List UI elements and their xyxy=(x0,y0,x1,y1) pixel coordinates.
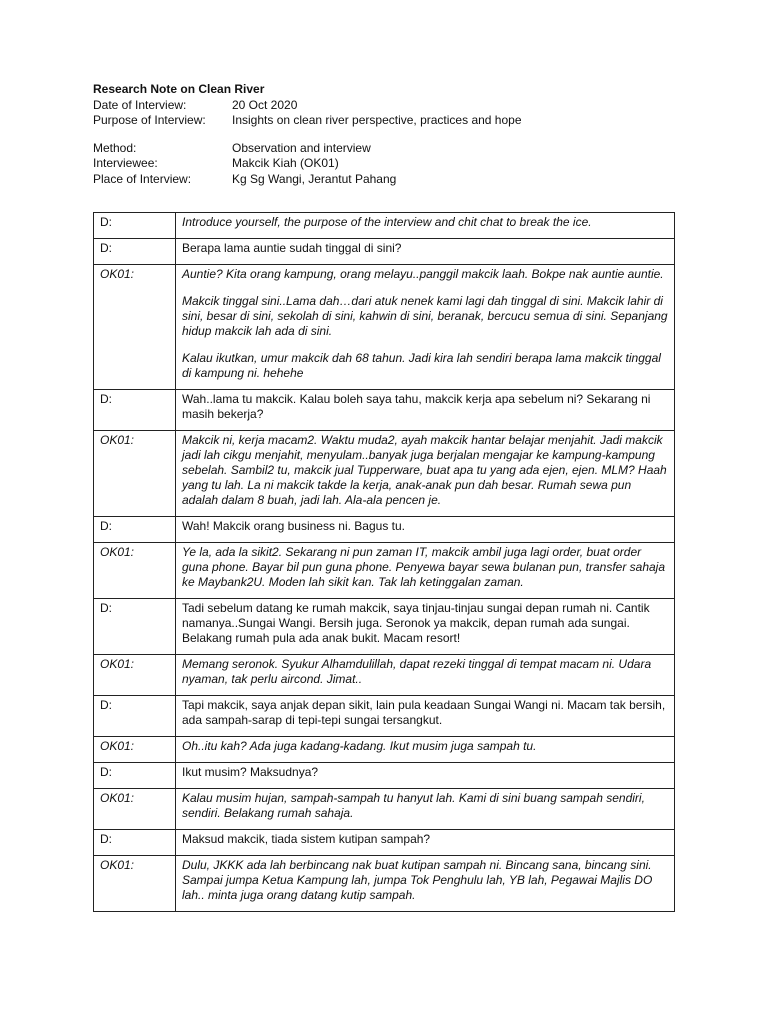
meta-label: Date of Interview: xyxy=(93,97,187,112)
transcript-table xyxy=(93,212,675,912)
utterance-paragraph: Wah..lama tu makcik. Kalau boleh saya tahu, makcik kerja apa sebelum ni? Sekarang ni masih bekerja? xyxy=(182,392,651,421)
meta-spacer xyxy=(93,129,693,141)
document-header xyxy=(93,82,693,187)
utterance-paragraph: Ikut musim? Maksudnya? xyxy=(182,765,319,779)
speaker-cell: OK01: xyxy=(94,655,176,696)
utterance-paragraph: Tadi sebelum datang ke rumah makcik, saya tinjau-tinjau sungai depan rumah ni. Cantik namanya..Sungai Wangi. Bersih juga. Seronok ya makcik, depan rumah ada sungai. Belakang rumah pula ada anak bukit. Macam resort! xyxy=(182,601,650,645)
meta-row xyxy=(93,141,693,157)
utterance-paragraph: Introduce yourself, the purpose of the interview and chit chat to break the ice. xyxy=(182,215,592,229)
table-row xyxy=(94,789,675,830)
meta-value: Observation and interview xyxy=(232,140,371,155)
table-row xyxy=(94,856,675,912)
speaker-cell: D: xyxy=(94,599,176,655)
speaker-cell: D: xyxy=(94,239,176,265)
table-row xyxy=(94,265,675,390)
speaker-cell: OK01: xyxy=(94,265,176,390)
utterance-paragraph: Memang seronok. Syukur Alhamdulillah, dapat rezeki tinggal di tempat macam ni. Udara nyaman, tak perlu aircond. Jimat.. xyxy=(182,657,652,686)
speaker-cell: D: xyxy=(94,390,176,431)
table-row xyxy=(94,517,675,543)
meta-value: Makcik Kiah (OK01) xyxy=(232,156,339,170)
utterance-cell xyxy=(176,856,675,912)
table-row xyxy=(94,543,675,599)
speaker-cell: D: xyxy=(94,517,176,543)
utterance-paragraph: Ye la, ada la sikit2. Sekarang ni pun zaman IT, makcik ambil juga lagi order, buat order guna phone. Bayar bil pun guna phone. Penyewa bayar sewa bulanan pun, transfer sahaja ke Maybank2U. Moden lah sikit kan. Tak lah ketinggalan zaman. xyxy=(182,545,666,589)
speaker-cell: D: xyxy=(94,696,176,737)
speaker-cell: OK01: xyxy=(94,431,176,517)
meta-label: Method: xyxy=(93,140,137,155)
meta-row xyxy=(93,156,693,172)
meta-label: Purpose of Interview: xyxy=(93,113,206,127)
utterance-cell xyxy=(176,763,675,789)
utterance-cell xyxy=(176,265,675,390)
speaker-cell: OK01: xyxy=(94,543,176,599)
table-row xyxy=(94,655,675,696)
table-row xyxy=(94,431,675,517)
meta-row xyxy=(93,98,693,114)
utterance-cell xyxy=(176,431,675,517)
meta-value: Insights on clean river perspective, practices and hope xyxy=(232,113,522,127)
utterance-cell xyxy=(176,543,675,599)
utterance-cell xyxy=(176,239,675,265)
table-row xyxy=(94,763,675,789)
interview-meta-bottom xyxy=(93,141,693,188)
speaker-cell: OK01: xyxy=(94,789,176,830)
meta-row xyxy=(93,172,693,188)
utterance-cell xyxy=(176,737,675,763)
interview-meta-top xyxy=(93,98,693,129)
speaker-cell: D: xyxy=(94,763,176,789)
meta-label: Interviewee: xyxy=(93,156,158,170)
meta-row xyxy=(93,113,693,129)
transcript-body xyxy=(94,213,675,912)
meta-value: Kg Sg Wangi, Jerantut Pahang xyxy=(232,171,397,186)
speaker-cell: D: xyxy=(94,830,176,856)
speaker-cell: OK01: xyxy=(94,737,176,763)
utterance-cell xyxy=(176,830,675,856)
document-title: Research Note on Clean River xyxy=(93,82,265,96)
utterance-cell xyxy=(176,599,675,655)
utterance-paragraph: Maksud makcik, tiada sistem kutipan sampah? xyxy=(182,832,431,846)
table-row xyxy=(94,737,675,763)
meta-value: 20 Oct 2020 xyxy=(232,97,298,112)
utterance-cell xyxy=(176,213,675,239)
speaker-cell: D: xyxy=(94,213,176,239)
utterance-paragraph: Tapi makcik, saya anjak depan sikit, lain pula keadaan Sungai Wangi ni. Macam tak bersih, ada sampah-sarap di tepi-tepi sungai tersangkut. xyxy=(182,698,666,727)
utterance-cell xyxy=(176,390,675,431)
table-row xyxy=(94,599,675,655)
utterance-cell xyxy=(176,789,675,830)
table-row xyxy=(94,696,675,737)
utterance-paragraph: Oh..itu kah? Ada juga kadang-kadang. Ikut musim juga sampah tu. xyxy=(182,739,537,753)
table-row xyxy=(94,239,675,265)
utterance-paragraph: Makcik ni, kerja macam2. Waktu muda2, ayah makcik hantar belajar menjahit. Jadi makcik jadi lah cikgu menjahit, menyulam..banyak juga berjalan mengajar ke kampung-kampung sebelah. Sambil2 tu, makcik jual Tupperware, buat apa tu yang ada ejen, ejen. MLM? Haah yang tu lah. La ni makcik takde la kerja, anak-anak pun dah besar. Rumah sewa pun adalah dalam 8 buah, jadi lah. Ala-ala pencen je. xyxy=(182,433,667,507)
table-row xyxy=(94,390,675,431)
speaker-cell: OK01: xyxy=(94,856,176,912)
table-row xyxy=(94,213,675,239)
utterance-cell xyxy=(176,696,675,737)
utterance-cell xyxy=(176,517,675,543)
utterance-paragraph: Kalau ikutkan, umur makcik dah 68 tahun. Jadi kira lah sendiri berapa lama makcik tinggal di kampung ni. hehehe xyxy=(182,351,661,380)
utterance-paragraph: Dulu, JKKK ada lah berbincang nak buat kutipan sampah ni. Bincang sana, bincang sini. Sampai jumpa Ketua Kampung lah, jumpa Tok Penghulu lah, YB lah, Pegawai Majlis DO lah.. minta juga orang datang kutip sampah. xyxy=(182,858,653,902)
utterance-paragraph: Wah! Makcik orang business ni. Bagus tu. xyxy=(182,519,405,533)
utterance-cell xyxy=(176,655,675,696)
table-row xyxy=(94,830,675,856)
utterance-paragraph: Kalau musim hujan, sampah-sampah tu hanyut lah. Kami di sini buang sampah sendiri, sendiri. Belakang rumah sahaja. xyxy=(182,791,645,820)
utterance-paragraph: Makcik tinggal sini..Lama dah…dari atuk nenek kami lagi dah tinggal di sini. Makcik lahir di sini, besar di sini, sekolah di sini, kahwin di sini, beranak, bercucu semua di sini. Sepanjang hidup makcik lah ada di sini. xyxy=(182,294,668,338)
utterance-paragraph: Auntie? Kita orang kampung, orang melayu..panggil makcik laah. Bokpe nak auntie auntie. xyxy=(182,267,664,281)
meta-label: Place of Interview: xyxy=(93,171,192,186)
utterance-paragraph: Berapa lama auntie sudah tinggal di sini? xyxy=(182,241,402,255)
